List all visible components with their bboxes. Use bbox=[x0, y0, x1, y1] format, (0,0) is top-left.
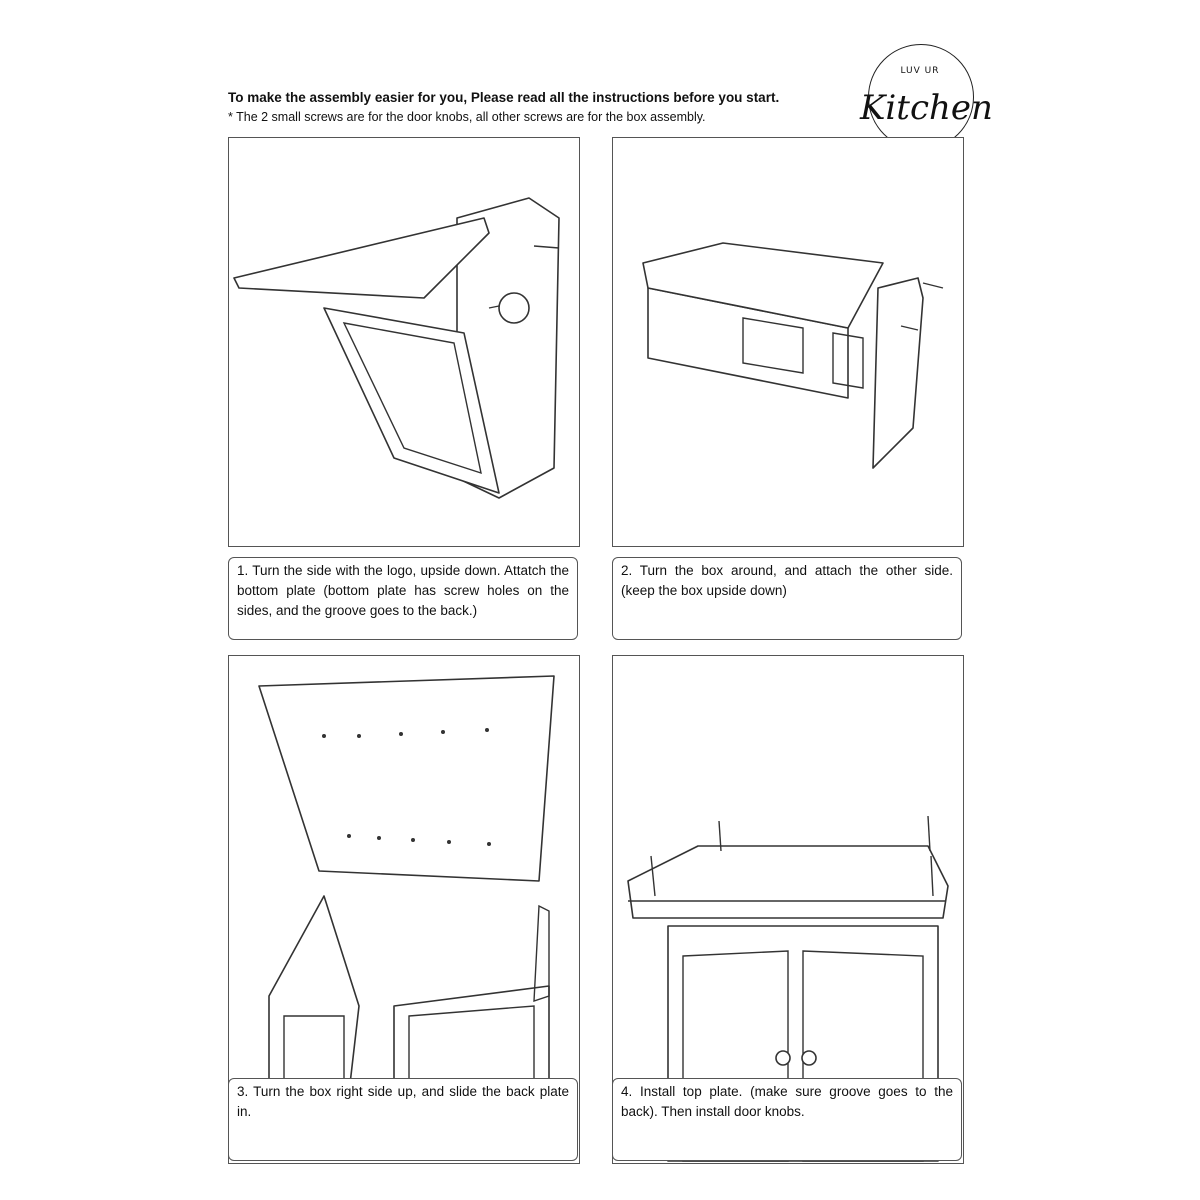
step-1-caption: 1. Turn the side with the logo, upside down. Attatch the bottom plate (bottom plate has screw holes on the sides, and the groove goes to the back.) bbox=[228, 557, 578, 640]
instructions-heading: To make the assembly easier for you, Please read all the instructions before you start. bbox=[228, 90, 780, 105]
bottom-plate bbox=[234, 218, 489, 298]
door-knob bbox=[776, 1051, 790, 1065]
step-2-drawing bbox=[613, 138, 963, 546]
step-3-caption: 3. Turn the box right side up, and slide the back plate in. bbox=[228, 1078, 578, 1161]
top-plate bbox=[628, 846, 948, 918]
logo-top-text: LUV UR bbox=[900, 66, 940, 76]
logo-emblem bbox=[499, 293, 529, 323]
step-1-drawing bbox=[229, 138, 579, 546]
step-4-caption: 4. Install top plate. (make sure groove goes to the back). Then install door knobs. bbox=[612, 1078, 962, 1161]
door-knob bbox=[802, 1051, 816, 1065]
screws-note: * The 2 small screws are for the door knobs, all other screws are for the box assembly. bbox=[228, 110, 706, 124]
logo-script-text: Kitchen bbox=[860, 88, 993, 128]
screw bbox=[923, 283, 943, 288]
other-side-panel bbox=[873, 278, 923, 468]
step-2-illustration bbox=[612, 137, 964, 547]
step-1-illustration bbox=[228, 137, 580, 547]
step-2-caption: 2. Turn the box around, and attach the other side. (keep the box upside down) bbox=[612, 557, 962, 640]
back-plate bbox=[259, 676, 554, 881]
